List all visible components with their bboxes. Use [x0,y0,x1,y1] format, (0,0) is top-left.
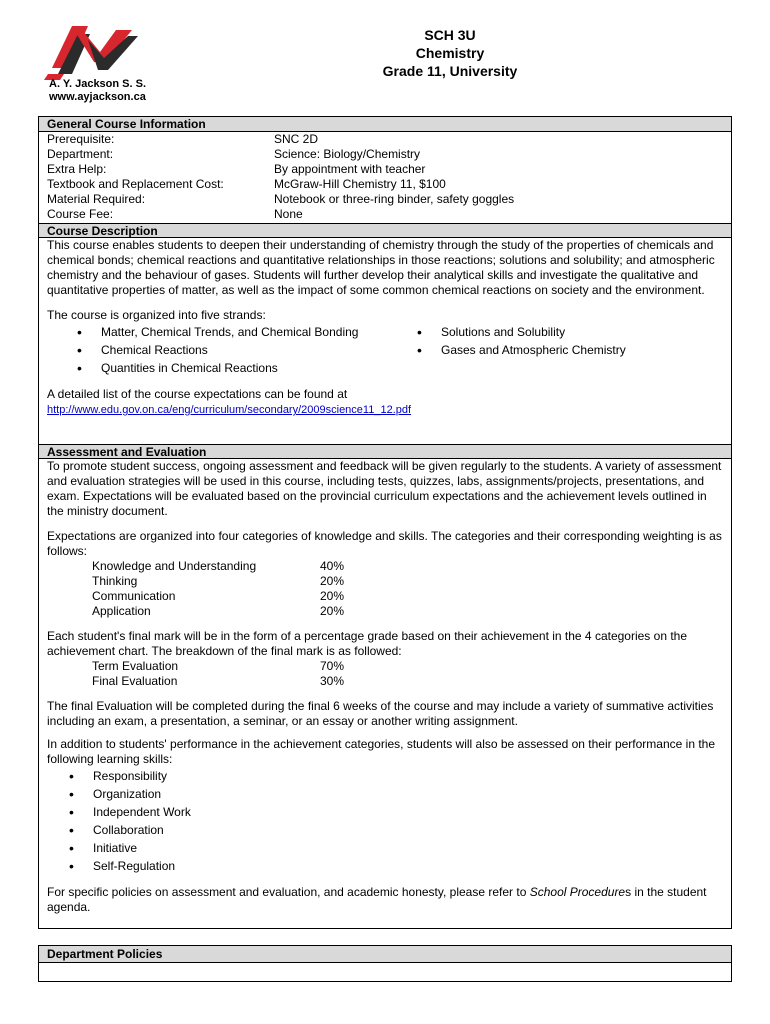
school-name: A. Y. Jackson S. S. [49,78,147,90]
list-item: • Self-Regulation [63,857,723,875]
policies-text-emphasis: School Procedure [529,885,626,899]
strands-intro: The course is organized into five strands: [47,308,266,322]
weight-row [92,589,723,604]
course-outline-box [38,116,732,929]
final-mark-intro: Each student's final mark will be in the form of a percentage grade based on their achievement in the 4 categories on the achievement chart. The breakdown of the final mark is as followed: [47,629,688,658]
department-policies-box [38,945,732,982]
final-evaluation-text: The final Evaluation will be completed during the final 6 weeks of the course and may include a variety of summative activities including an exam, a presentation, a seminar, or an essay or another writing assignment. [47,699,714,728]
weight-value: 70% [320,659,345,673]
learning-skills-intro: In addition to students' performance in the achievement categories, students will also be assessed on their performance in the following learning skills: [47,737,716,766]
info-label: Material Required: [47,192,146,206]
info-label: Extra Help: [47,162,107,176]
list-item: • Gases and Atmospheric Chemistry [411,341,723,359]
expectations-text: A detailed list of the course expectations can be found at [47,387,348,401]
list-item: • Chemical Reactions [71,341,411,359]
info-label: Course Fee: [47,207,114,221]
info-value: McGraw-Hill Chemistry 11, $100 [274,177,446,191]
weight-row [92,659,723,674]
info-row [47,177,723,192]
weight-label: Application [92,604,151,618]
assessment-intro: To promote student success, ongoing assessment and feedback will be given regularly to the students. A variety of assessment and evaluation strategies will be used in this course, including tests, quizzes, labs, assignments/projects, presentations, and exam. Expectations will be evaluated based on the provincial curriculum expectations and the achievement levels outlined in the ministry document. [47,459,722,518]
weight-label: Final Evaluation [92,674,178,688]
info-row [47,162,723,177]
info-label: Department: [47,147,114,161]
assessment-heading: Assessment and Evaluation [39,444,731,459]
assessment-body [39,459,731,915]
list-item: • Organization [63,785,723,803]
course-code: SCH 3U [424,27,476,43]
course-description-heading: Course Description [39,223,731,238]
course-description-body [39,238,731,444]
weight-label: Thinking [92,574,138,588]
department-policies-heading: Department Policies [39,946,731,963]
weight-label: Knowledge and Understanding [92,559,257,573]
weight-value: 30% [320,674,345,688]
weight-label: Term Evaluation [92,659,179,673]
weight-value: 40% [320,559,345,573]
policies-text-pre: For specific policies on assessment and evaluation, and academic honesty, please refer to [47,885,530,899]
list-item: • Independent Work [63,803,723,821]
info-value: Notebook or three-ring binder, safety goggles [274,192,515,206]
info-value: Science: Biology/Chemistry [274,147,421,161]
course-title-block [355,26,545,80]
ay-logo-icon [44,22,144,82]
policies-text-post: s in the student agenda. [47,885,707,914]
weight-value: 20% [320,604,345,618]
school-website: www.ayjackson.ca [49,91,146,103]
course-grade: Grade 11, University [382,63,518,79]
expectations-link[interactable]: http://www.edu.gov.on.ca/eng/curriculum/secondary/2009science11_12.pdf [47,404,412,416]
list-item: • Collaboration [63,821,723,839]
info-row [47,132,723,147]
weight-label: Communication [92,589,176,603]
list-item: • Initiative [63,839,723,857]
list-item: • Solutions and Solubility [411,323,723,341]
list-item: • Quantities in Chemical Reactions [71,359,411,377]
categories-weighting [47,559,723,619]
weight-value: 20% [320,574,345,588]
weight-row [92,574,723,589]
policies-text [47,885,723,915]
info-row [47,192,723,207]
info-row [47,207,723,222]
categories-intro: Expectations are organized into four categories of knowledge and skills. The categories and their corresponding weighting is as follows: [47,529,722,558]
info-value: SNC 2D [274,132,319,146]
list-item: • Responsibility [63,767,723,785]
info-label: Textbook and Replacement Cost: [47,177,224,191]
info-value: None [274,207,303,221]
course-subject: Chemistry [415,45,485,61]
final-mark-breakdown [47,659,723,689]
strands-column-2 [411,323,723,377]
general-info-table [39,132,731,223]
info-label: Prerequisite: [47,132,115,146]
strands-list [47,323,723,377]
school-logo [44,22,154,107]
weight-row [92,559,723,574]
list-item: • Matter, Chemical Trends, and Chemical Bonding [71,323,411,341]
course-description-text: This course enables students to deepen their understanding of chemistry through the study of the properties of chemicals and chemical bonds; chemical reactions and quantitative relationships in those reactions; solutions and solubility; and atmospheric chemistry and the behaviour of gases. Students will further develop their analytical skills and investigate the qualitative and quantitative properties of matter, as well as the impact of some common chemical reactions on society and the environment. [47,238,715,297]
weight-row [92,674,723,689]
strands-column-1 [71,323,411,377]
learning-skills-list [47,767,723,875]
weight-row [92,604,723,619]
weight-value: 20% [320,589,345,603]
info-value: By appointment with teacher [274,162,426,176]
info-row [47,147,723,162]
general-info-heading: General Course Information [39,117,731,132]
